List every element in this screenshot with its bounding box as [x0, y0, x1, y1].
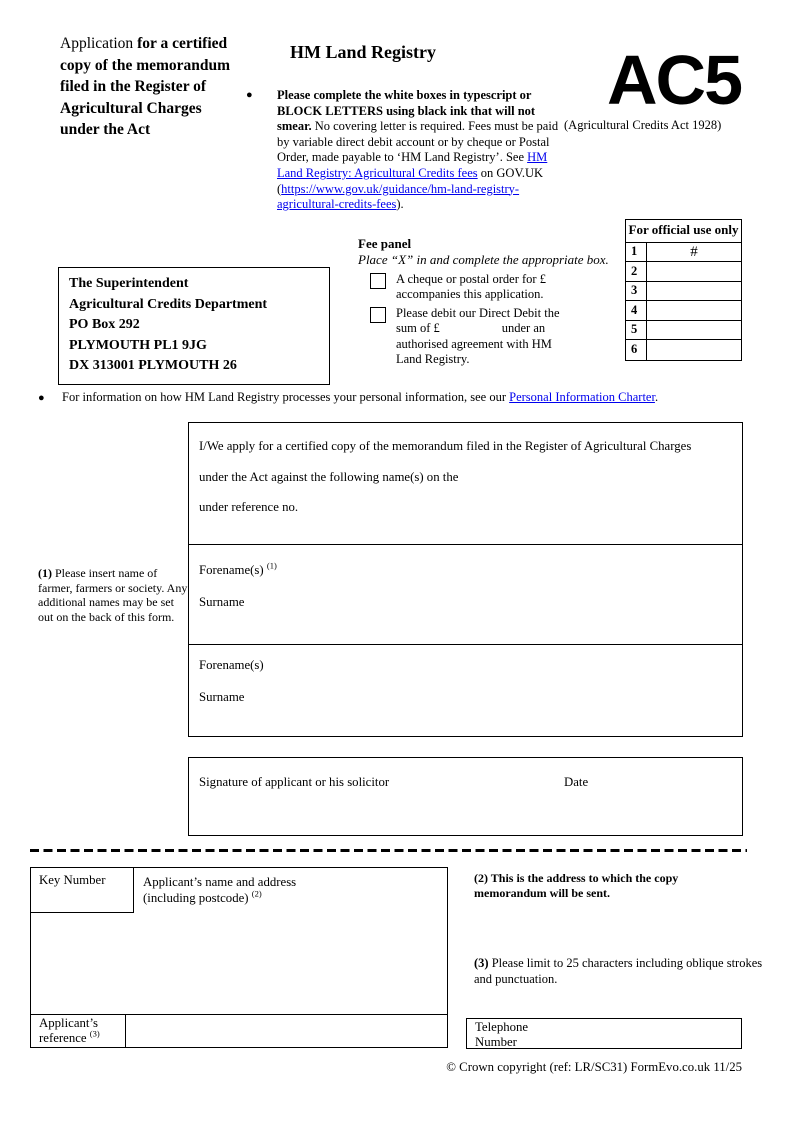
official-use-table: [625, 219, 742, 361]
instructions-text-3: ).: [396, 197, 404, 212]
margin-note-ref: (1): [38, 566, 52, 580]
direct-debit-line2a: sum of £: [396, 321, 440, 335]
footnote-2: (2) This is the address to which the copy memorandum will be sent.: [474, 871, 679, 900]
footnote-3: [474, 956, 768, 987]
official-use-row-number: 5: [626, 321, 647, 340]
official-use-row-value[interactable]: [647, 262, 741, 281]
applicant-reference-line2: reference: [39, 1030, 90, 1045]
copyright-line: © Crown copyright (ref: LR/SC31) FormEvo.co.uk 11/25: [446, 1060, 742, 1074]
name-fields-section-2[interactable]: [189, 645, 742, 736]
cheque-option-line2: accompanies this application.: [396, 287, 544, 301]
instructions-bold: Please complete the white boxes in typescript or BLOCK LETTERS using black ink that will not smear.: [277, 88, 536, 134]
act-reference: (Agricultural Credits Act 1928): [564, 118, 722, 132]
official-use-header: For official use only: [626, 220, 741, 243]
direct-debit-line4: Land Registry.: [396, 352, 470, 366]
cheque-option-line1: A cheque or postal order for £: [396, 271, 546, 286]
date-label: Date: [564, 775, 589, 789]
official-use-row-value[interactable]: [647, 282, 741, 301]
application-box: [188, 422, 743, 737]
privacy-text: For information on how HM Land Registry processes your personal information, see our: [62, 390, 510, 404]
key-number-cell[interactable]: Key Number: [31, 868, 134, 913]
form-title-regular: Application: [60, 35, 134, 52]
cheque-option: [358, 272, 612, 303]
official-use-row: [626, 340, 741, 360]
official-use-row-value[interactable]: [647, 321, 741, 340]
application-intro-line3: under reference no.: [199, 500, 299, 514]
fee-panel-title: Fee panel: [358, 236, 412, 251]
official-use-row-number: 3: [626, 282, 647, 301]
direct-debit-option-label: [396, 306, 596, 368]
cheque-checkbox[interactable]: [370, 273, 386, 289]
form-code: AC5: [606, 41, 742, 119]
applicant-reference-field[interactable]: [126, 1015, 447, 1047]
cheque-option-label: [396, 272, 596, 303]
surname-label: Surname: [199, 595, 245, 609]
applicant-address-label-line1: Applicant’s name and address: [143, 875, 297, 889]
dashed-divider: [30, 849, 747, 852]
applicant-reference-label: [31, 1015, 126, 1047]
fee-panel-instruction: Place “X” in and complete the appropriate box.: [358, 252, 609, 267]
personal-information-charter-link[interactable]: Personal Information Charter: [509, 390, 655, 404]
org-title: HM Land Registry: [290, 42, 436, 62]
fees-url-link[interactable]: https://www.gov.uk/guidance/hm-land-registry-agricultural-credits-fees: [277, 181, 520, 212]
direct-debit-line3: authorised agreement with HM: [396, 336, 552, 351]
footnote-3-ref: (3): [474, 956, 489, 970]
official-use-row: [626, 321, 741, 341]
telephone-label-line1: Telephone: [475, 1020, 529, 1034]
applicant-address-label: [143, 874, 296, 906]
application-intro-line1: I/We apply for a certified copy of the memorandum filed in the Register of Agricultural Charges: [199, 439, 692, 453]
instructions-text-1: No covering letter is required. Fees must be paid by variable direct debit account or by cheque or Postal Order, made payable to ‘HM Land Registry’. See: [277, 119, 559, 165]
registry-address-line: PLYMOUTH PL1 9JG: [69, 337, 207, 353]
registry-address-box: [58, 267, 330, 385]
application-intro-line2: under the Act against the following name(s) on the: [199, 469, 459, 484]
address-footnote-ref: (2): [251, 888, 262, 899]
signature-label: Signature of applicant or his solicitor: [199, 775, 390, 789]
name-fields-section-1[interactable]: [189, 545, 742, 645]
forename-label-text: Forename(s): [199, 563, 267, 577]
margin-note-1: [38, 566, 190, 624]
official-use-row-number: 2: [626, 262, 647, 281]
privacy-notice: [62, 390, 768, 405]
fees-link[interactable]: HM Land Registry: Agricultural Credits fees: [277, 150, 548, 180]
margin-note-text: Please insert name of farmer, farmers or society. Any additional names may be set out on the back of this form.: [38, 566, 188, 624]
telephone-label-line2: Number: [475, 1034, 517, 1049]
applicant-details-table: [30, 867, 448, 1048]
signature-box[interactable]: [188, 757, 743, 836]
forename-label: [199, 560, 732, 578]
official-use-row-number: 1: [626, 243, 647, 262]
forename-footnote-ref: (1): [266, 560, 277, 571]
official-use-row-value[interactable]: [647, 301, 741, 320]
official-use-row: [626, 282, 741, 302]
privacy-suffix: .: [654, 390, 659, 404]
fee-panel: [358, 236, 612, 368]
form-title-bold: for a certified copy of the memorandum filed in the Register of Agricultural Charges under the Act: [60, 35, 231, 138]
applicant-reference-line1: Applicant’s: [39, 1016, 98, 1030]
official-use-row: [626, 301, 741, 321]
instructions-text-2: on GOV.UK (: [277, 165, 544, 196]
direct-debit-option: [358, 306, 612, 368]
registry-address-line: PO Box 292: [69, 317, 140, 332]
direct-debit-line1: Please debit our Direct Debit the: [396, 305, 560, 320]
footnote-3-text: Please limit to 25 characters including oblique strokes and punctuation.: [474, 956, 763, 986]
bullet-icon: ●: [246, 89, 253, 101]
official-use-row: [626, 243, 741, 263]
official-use-row-number: 4: [626, 301, 647, 320]
form-title: [60, 33, 232, 141]
telephone-number-field[interactable]: [466, 1018, 742, 1049]
official-use-row-value[interactable]: [647, 340, 741, 360]
registry-address-line: The Superintendent: [69, 276, 189, 291]
bullet-icon: ●: [38, 392, 45, 404]
surname-label: Surname: [199, 690, 245, 704]
direct-debit-checkbox[interactable]: [370, 307, 386, 323]
forename-label: Forename(s): [199, 658, 264, 672]
direct-debit-line2b: under an: [501, 321, 546, 335]
applicant-reference-row: [31, 1014, 447, 1047]
applicant-address-label-line2: (including postcode): [143, 891, 252, 905]
official-use-row: [626, 262, 741, 282]
official-use-row-value[interactable]: #: [690, 243, 698, 260]
reference-footnote-ref: (3): [89, 1028, 100, 1039]
registry-address-line: Agricultural Credits Department: [69, 296, 268, 312]
instructions-paragraph: [277, 88, 561, 213]
registry-address-line: DX 313001 PLYMOUTH 26: [69, 358, 237, 373]
official-use-row-number: 6: [626, 340, 647, 360]
application-intro-section[interactable]: [189, 423, 742, 545]
